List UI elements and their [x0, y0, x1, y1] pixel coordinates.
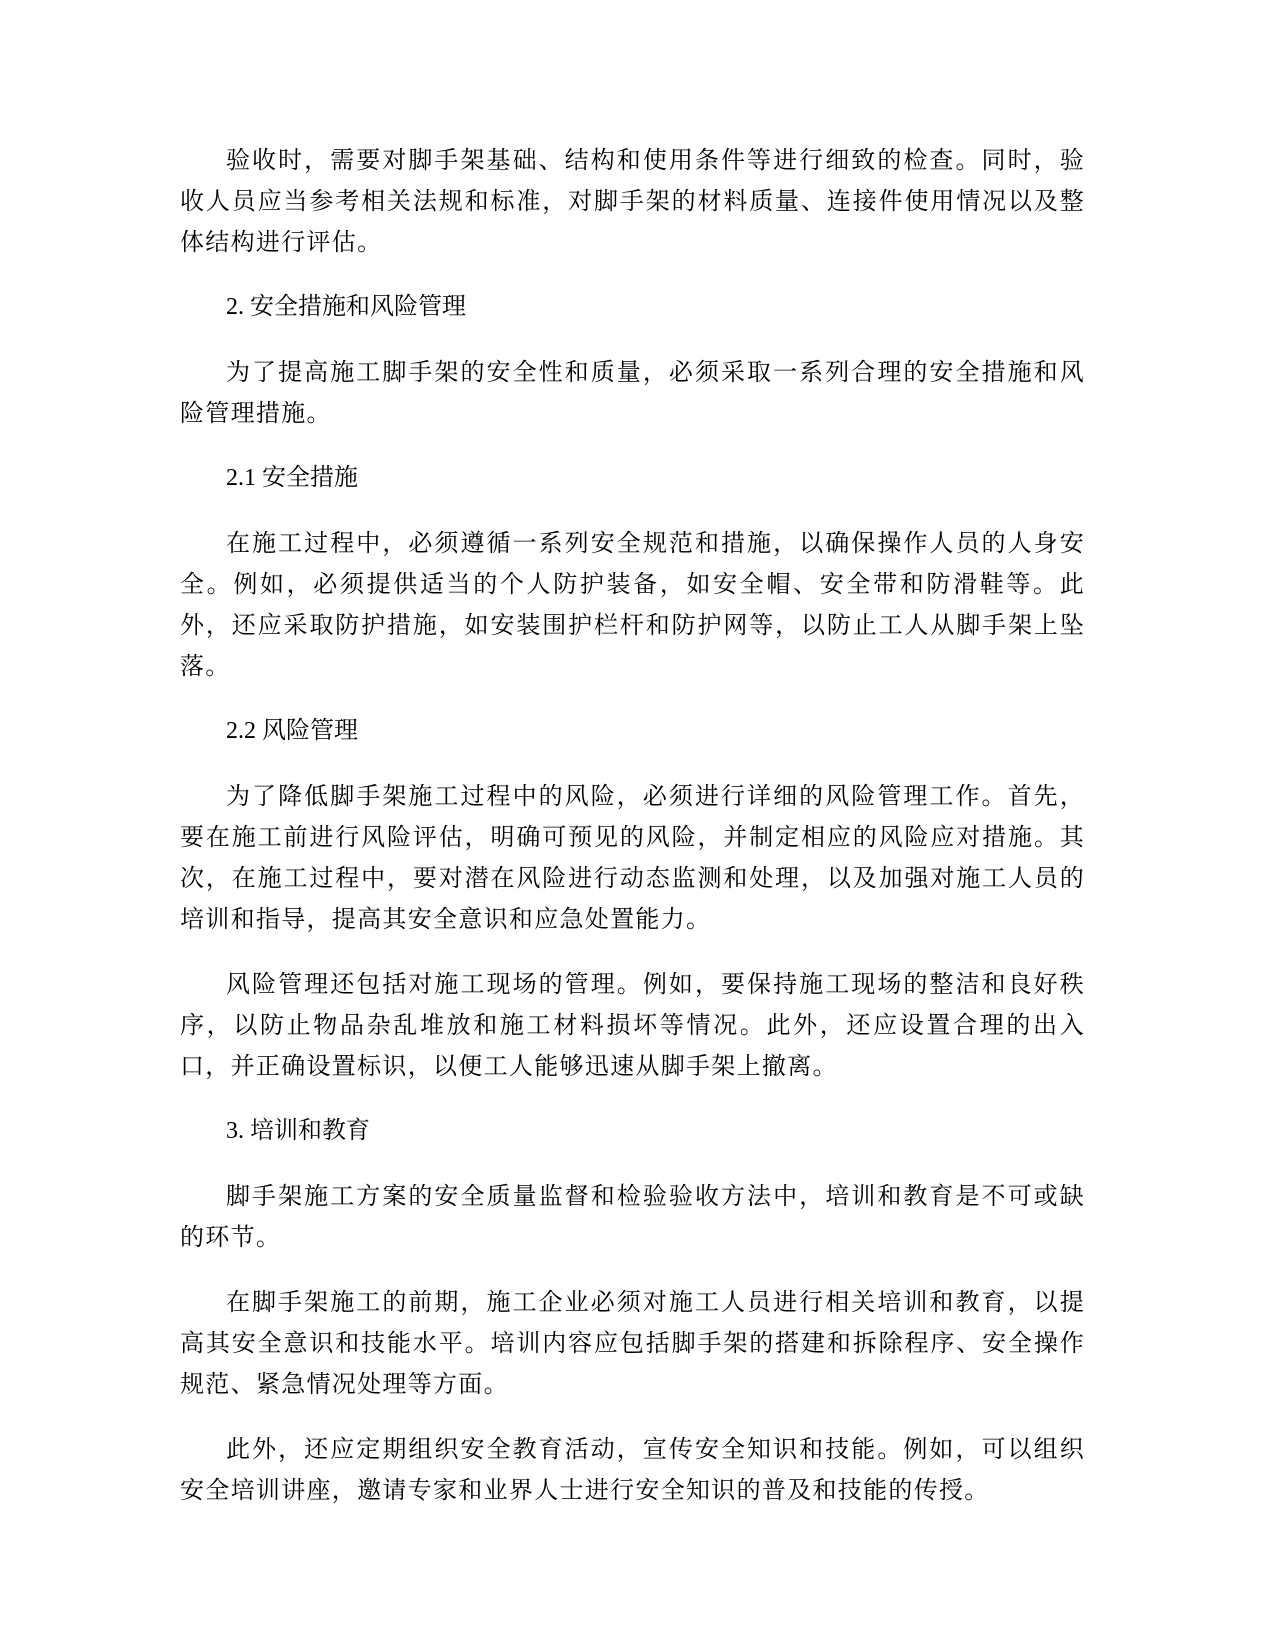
paragraph-training-content: 在脚手架施工的前期，施工企业必须对施工人员进行相关培训和教育，以提高其安全意识和技能水平。培训内容应包括脚手架的搭建和拆除程序、安全操作规范、紧急情况处理等方面。: [180, 1288, 1085, 1398]
paragraph-risk-management: 为了降低脚手架施工过程中的风险，必须进行详细的风险管理工作。首先，要在施工前进行风险评估，明确可预见的风险，并制定相应的风险应对措施。其次，在施工过程中，要对潜在风险进行动态监测和处理，以及加强对施工人员的培训和指导，提高其安全意识和应急处置能力。: [180, 782, 1085, 933]
paragraph-safety-intro: 为了提高施工脚手架的安全性和质量，必须采取一系列合理的安全措施和风险管理措施。: [180, 358, 1085, 427]
heading-training-education: 3. 培训和教育: [226, 1118, 370, 1144]
heading-risk-management: 2.2 风险管理: [226, 718, 358, 744]
paragraph-safety-measures: 在施工过程中，必须遵循一系列安全规范和措施，以确保操作人员的人身安全。例如，必须提供适当的个人防护装备，如安全帽、安全带和防滑鞋等。此外，还应采取防护措施，如安装围护栏杆和防护网等，以防止工人从脚手架上坠落。: [180, 529, 1085, 680]
document-page: [180, 140, 1085, 1535]
heading-safety-measures: 2.1 安全措施: [226, 465, 358, 491]
paragraph-site-management: 风险管理还包括对施工现场的管理。例如，要保持施工现场的整洁和良好秩序，以防止物品杂乱堆放和施工材料损坏等情况。此外，还应设置合理的出入口，并正确设置标识，以便工人能够迅速从脚手架上撤离。: [180, 970, 1085, 1080]
paragraph-training-activities: 此外，还应定期组织安全教育活动，宣传安全知识和技能。例如，可以组织安全培训讲座，邀请专家和业界人士进行安全知识的普及和技能的传授。: [180, 1435, 1085, 1504]
heading-safety-and-risk: 2. 安全措施和风险管理: [226, 294, 466, 320]
paragraph-acceptance-inspection: 验收时，需要对脚手架基础、结构和使用条件等进行细致的检查。同时，验收人员应当参考相关法规和标准，对脚手架的材料质量、连接件使用情况以及整体结构进行评估。: [180, 146, 1085, 256]
paragraph-training-intro: 脚手架施工方案的安全质量监督和检验验收方法中，培训和教育是不可或缺的环节。: [180, 1182, 1085, 1251]
